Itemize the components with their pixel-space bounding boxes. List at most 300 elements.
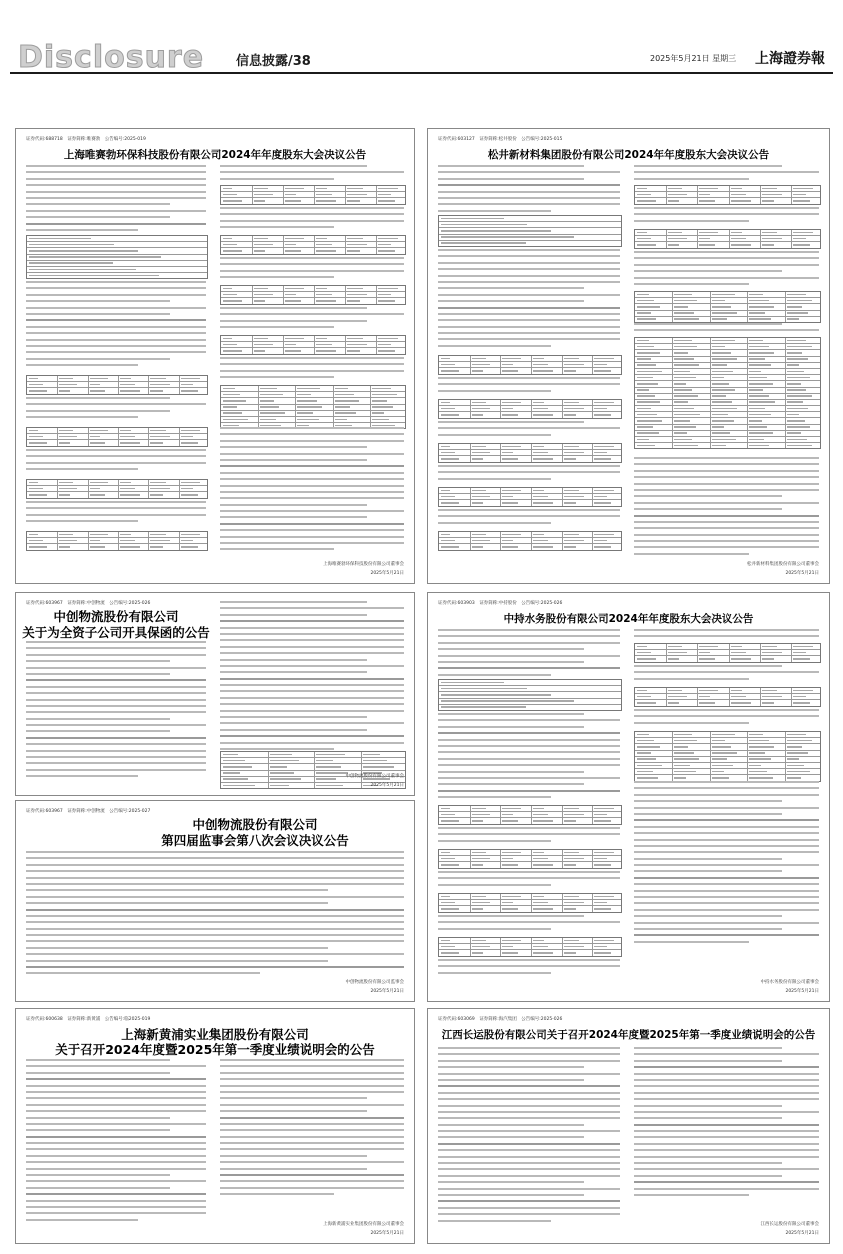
table-divider bbox=[500, 500, 501, 505]
table-cell bbox=[762, 188, 778, 190]
table-divider bbox=[592, 900, 593, 905]
text-line bbox=[634, 476, 819, 478]
table-cell bbox=[637, 306, 660, 308]
table-cell bbox=[120, 540, 135, 542]
table-divider bbox=[376, 186, 377, 191]
text-line bbox=[438, 1060, 620, 1062]
table-cell bbox=[472, 808, 486, 810]
table-cell bbox=[712, 758, 728, 760]
table-divider bbox=[672, 744, 673, 749]
text-line bbox=[220, 536, 404, 538]
text-line bbox=[26, 223, 206, 225]
table-divider bbox=[747, 394, 748, 399]
table-divider bbox=[179, 538, 180, 543]
table-cell bbox=[441, 218, 504, 220]
table-cell bbox=[762, 652, 782, 654]
notice-signature: 江西长运股份有限公司董事会 bbox=[760, 1222, 819, 1227]
masthead-bar bbox=[10, 42, 833, 74]
table-cell bbox=[699, 658, 715, 660]
table-cell bbox=[787, 740, 812, 742]
table-divider bbox=[500, 406, 501, 411]
text-line bbox=[438, 642, 620, 644]
text-line bbox=[26, 928, 404, 930]
text-line bbox=[26, 921, 404, 923]
table-cell bbox=[712, 426, 724, 428]
table-divider bbox=[592, 450, 593, 455]
table-cell bbox=[316, 772, 348, 774]
table-divider bbox=[531, 900, 532, 905]
table-cell bbox=[260, 394, 283, 396]
table-divider bbox=[791, 700, 792, 705]
notice-body bbox=[26, 851, 404, 991]
table-cell bbox=[441, 946, 455, 948]
table-divider bbox=[314, 248, 315, 253]
table-cell bbox=[29, 244, 114, 246]
data-table bbox=[634, 337, 821, 449]
text-line bbox=[26, 332, 206, 334]
table-cell bbox=[699, 696, 710, 698]
table-cell bbox=[441, 490, 450, 492]
table-divider bbox=[57, 428, 58, 433]
text-line bbox=[26, 896, 404, 898]
table-cell bbox=[223, 250, 242, 252]
table-cell bbox=[674, 300, 697, 302]
table-cell bbox=[749, 401, 774, 403]
table-divider bbox=[672, 350, 673, 355]
text-line bbox=[438, 1156, 620, 1158]
table-cell bbox=[223, 344, 237, 346]
table-divider bbox=[470, 368, 471, 373]
table-divider bbox=[268, 777, 269, 782]
table-divider bbox=[760, 230, 761, 235]
table-divider bbox=[747, 769, 748, 774]
text-line bbox=[438, 1079, 584, 1081]
table-cell bbox=[472, 452, 490, 454]
table-divider bbox=[592, 500, 593, 505]
table-cell bbox=[533, 908, 553, 910]
table-divider bbox=[666, 236, 667, 241]
table-cell bbox=[316, 350, 336, 352]
notice-panel-songjing bbox=[427, 128, 830, 584]
table-cell bbox=[594, 458, 611, 460]
table-divider bbox=[345, 242, 346, 247]
table-cell bbox=[699, 200, 715, 202]
body-text-lines bbox=[26, 501, 206, 527]
table-divider bbox=[710, 400, 711, 405]
table-cell bbox=[316, 766, 341, 768]
table-divider bbox=[672, 338, 673, 343]
table-divider bbox=[672, 298, 673, 303]
table-cell bbox=[787, 401, 803, 403]
table-cell bbox=[674, 352, 688, 354]
text-line bbox=[438, 972, 551, 974]
text-line bbox=[26, 397, 170, 399]
table-cell bbox=[223, 244, 237, 246]
text-line bbox=[438, 884, 551, 886]
table-divider bbox=[785, 400, 786, 405]
table-divider bbox=[148, 544, 149, 549]
text-line bbox=[438, 197, 620, 199]
data-table bbox=[26, 375, 208, 395]
table-cell bbox=[441, 546, 459, 548]
text-line bbox=[220, 1148, 404, 1150]
table-cell bbox=[787, 746, 803, 748]
table-cell bbox=[699, 188, 718, 190]
table-cell bbox=[762, 696, 782, 698]
body-text-lines bbox=[634, 165, 819, 184]
table-cell bbox=[502, 540, 513, 542]
table-divider bbox=[268, 758, 269, 763]
table-cell bbox=[674, 383, 686, 385]
table-cell bbox=[533, 534, 544, 536]
text-line bbox=[220, 620, 404, 622]
table-divider bbox=[470, 412, 471, 417]
table-divider bbox=[500, 818, 501, 823]
table-divider bbox=[592, 544, 593, 549]
table-divider bbox=[148, 480, 149, 485]
text-line bbox=[634, 283, 749, 285]
table-cell bbox=[270, 772, 295, 774]
table-divider bbox=[470, 494, 471, 499]
table-cell bbox=[502, 896, 520, 898]
text-line bbox=[26, 462, 206, 464]
table-cell bbox=[316, 288, 327, 290]
table-row bbox=[439, 456, 621, 461]
table-cell bbox=[502, 408, 513, 410]
table-cell bbox=[372, 400, 388, 402]
table-divider bbox=[562, 894, 563, 899]
table-cell bbox=[533, 896, 544, 898]
table-cell bbox=[502, 546, 517, 548]
text-line bbox=[438, 840, 551, 842]
table-cell bbox=[674, 420, 690, 422]
table-divider bbox=[562, 444, 563, 449]
table-divider bbox=[672, 394, 673, 399]
table-divider bbox=[747, 406, 748, 411]
table-divider bbox=[258, 405, 259, 410]
table-divider bbox=[268, 771, 269, 776]
table-divider bbox=[470, 538, 471, 543]
table-cell bbox=[787, 752, 808, 754]
table-divider bbox=[361, 764, 362, 769]
text-line bbox=[220, 363, 404, 365]
table-cell bbox=[712, 765, 733, 767]
table-divider bbox=[470, 818, 471, 823]
table-divider bbox=[531, 368, 532, 373]
notice-body-column-left bbox=[438, 629, 620, 989]
table-divider bbox=[179, 486, 180, 491]
table-cell bbox=[749, 746, 774, 748]
table-cell bbox=[749, 377, 767, 379]
table-cell bbox=[120, 534, 131, 536]
text-line bbox=[220, 1117, 404, 1119]
text-line bbox=[26, 711, 206, 713]
table-cell bbox=[441, 858, 455, 860]
table-divider bbox=[314, 777, 315, 782]
text-line bbox=[26, 883, 404, 885]
text-line bbox=[26, 1117, 170, 1119]
table-cell bbox=[637, 346, 654, 348]
table-cell bbox=[787, 312, 808, 314]
table-cell bbox=[472, 370, 483, 372]
table-cell bbox=[181, 378, 201, 380]
table-cell bbox=[347, 294, 367, 296]
table-divider bbox=[283, 242, 284, 247]
table-cell bbox=[731, 200, 751, 202]
table-cell bbox=[787, 389, 807, 391]
table-divider bbox=[562, 812, 563, 817]
table-divider bbox=[760, 186, 761, 191]
text-line bbox=[26, 660, 170, 662]
table-cell bbox=[29, 390, 47, 392]
table-divider bbox=[88, 532, 89, 537]
table-cell bbox=[793, 238, 806, 240]
table-divider bbox=[252, 292, 253, 297]
table-divider bbox=[785, 412, 786, 417]
notice-code-line: 证券代码:603903 证券简称:中持股份 公告编号:2025-026 bbox=[438, 601, 563, 606]
table-cell bbox=[674, 740, 697, 742]
table-cell bbox=[150, 442, 162, 444]
table-divider bbox=[592, 494, 593, 499]
table-cell bbox=[793, 244, 810, 246]
table-divider bbox=[531, 532, 532, 537]
table-cell bbox=[260, 406, 279, 408]
table-cell bbox=[637, 740, 654, 742]
table-row bbox=[439, 862, 621, 867]
notice-signature: 上海唯赛勃环保科技股份有限公司董事会 bbox=[323, 562, 404, 567]
table-cell bbox=[637, 364, 656, 366]
text-line bbox=[220, 504, 367, 506]
table-cell bbox=[594, 402, 614, 404]
table-divider bbox=[747, 363, 748, 368]
table-divider bbox=[470, 900, 471, 905]
text-line bbox=[634, 794, 819, 796]
table-cell bbox=[594, 940, 614, 942]
text-line bbox=[220, 1065, 404, 1067]
table-cell bbox=[297, 419, 318, 421]
table-divider bbox=[252, 242, 253, 247]
text-line bbox=[634, 635, 819, 637]
text-line bbox=[26, 934, 404, 936]
table-cell bbox=[502, 452, 513, 454]
table-cell bbox=[564, 364, 584, 366]
text-line bbox=[438, 1181, 584, 1183]
table-cell bbox=[29, 482, 38, 484]
table-divider bbox=[470, 456, 471, 461]
notice-panel-zhongchi bbox=[427, 592, 830, 1002]
table-divider bbox=[791, 650, 792, 655]
table-divider bbox=[710, 732, 711, 737]
table-divider bbox=[57, 480, 58, 485]
text-line bbox=[220, 263, 404, 265]
table-divider bbox=[672, 381, 673, 386]
table-divider bbox=[470, 894, 471, 899]
table-divider bbox=[118, 486, 119, 491]
table-row bbox=[635, 775, 820, 780]
table-cell bbox=[502, 908, 517, 910]
notice-date: 2025年5月21日 bbox=[370, 989, 404, 994]
table-divider bbox=[710, 394, 711, 399]
table-divider bbox=[57, 388, 58, 393]
data-table bbox=[634, 731, 821, 782]
text-line bbox=[438, 629, 620, 631]
data-table bbox=[634, 687, 821, 707]
table-cell bbox=[29, 442, 47, 444]
table-divider bbox=[531, 944, 532, 949]
text-line bbox=[220, 1129, 404, 1131]
text-line bbox=[220, 548, 334, 550]
table-divider bbox=[500, 938, 501, 943]
table-cell bbox=[564, 534, 579, 536]
text-line bbox=[26, 966, 404, 968]
table-divider bbox=[500, 400, 501, 405]
table-cell bbox=[637, 352, 660, 354]
table-divider bbox=[148, 376, 149, 381]
text-line bbox=[220, 1136, 404, 1138]
table-divider bbox=[710, 757, 711, 762]
text-line bbox=[26, 857, 404, 859]
table-divider bbox=[785, 757, 786, 762]
table-divider bbox=[531, 450, 532, 455]
table-cell bbox=[441, 682, 504, 684]
notice-date: 2025年5月21日 bbox=[785, 571, 819, 576]
table-cell bbox=[712, 401, 732, 403]
text-line bbox=[438, 739, 620, 741]
table-cell bbox=[564, 452, 584, 454]
table-cell bbox=[29, 494, 47, 496]
table-divider bbox=[710, 769, 711, 774]
table-divider bbox=[710, 763, 711, 768]
table-row bbox=[439, 906, 621, 911]
table-divider bbox=[252, 298, 253, 303]
table-divider bbox=[592, 456, 593, 461]
table-divider bbox=[268, 783, 269, 788]
notice-body-column-right bbox=[634, 165, 819, 565]
table-cell bbox=[564, 408, 584, 410]
body-text-lines bbox=[634, 207, 819, 226]
text-line bbox=[26, 1193, 206, 1195]
table-cell bbox=[120, 494, 140, 496]
notice-title: 上海新黄浦实业集团股份有限公司 bbox=[121, 1027, 309, 1042]
table-cell bbox=[533, 852, 544, 854]
table-cell bbox=[762, 690, 778, 692]
table-cell bbox=[297, 400, 316, 402]
text-line bbox=[26, 1174, 170, 1176]
text-line bbox=[26, 178, 206, 180]
table-cell bbox=[594, 496, 607, 498]
table-divider bbox=[760, 688, 761, 693]
table-cell bbox=[502, 940, 520, 942]
text-line bbox=[634, 1105, 782, 1107]
text-line bbox=[634, 540, 819, 542]
table-divider bbox=[118, 492, 119, 497]
table-cell bbox=[316, 188, 327, 190]
body-text-lines bbox=[26, 641, 206, 782]
text-line bbox=[438, 294, 620, 296]
body-text-lines bbox=[220, 257, 404, 283]
text-line bbox=[220, 646, 404, 648]
text-line bbox=[220, 529, 404, 531]
table-divider bbox=[710, 357, 711, 362]
table-divider bbox=[314, 298, 315, 303]
table-cell bbox=[787, 734, 806, 736]
table-cell bbox=[502, 370, 517, 372]
text-line bbox=[26, 507, 206, 509]
table-cell bbox=[120, 436, 135, 438]
table-divider bbox=[562, 944, 563, 949]
table-divider bbox=[531, 362, 532, 367]
notice-panel-zhongchuang-guarantee bbox=[15, 592, 415, 796]
table-cell bbox=[674, 408, 694, 410]
table-divider bbox=[258, 417, 259, 422]
notice-panel-xinhuangpu bbox=[15, 1008, 415, 1244]
table-cell bbox=[29, 250, 138, 252]
table-cell bbox=[787, 306, 803, 308]
table-cell bbox=[90, 540, 101, 542]
table-cell bbox=[793, 696, 806, 698]
table-cell bbox=[564, 902, 584, 904]
table-divider bbox=[592, 950, 593, 955]
table-cell bbox=[793, 232, 813, 234]
table-cell bbox=[90, 482, 108, 484]
table-cell bbox=[297, 412, 313, 414]
table-cell bbox=[254, 300, 265, 302]
table-cell bbox=[441, 706, 526, 708]
table-cell bbox=[181, 442, 198, 444]
text-line bbox=[634, 928, 782, 930]
table-divider bbox=[500, 494, 501, 499]
text-line bbox=[26, 870, 404, 872]
table-cell bbox=[762, 238, 782, 240]
text-line bbox=[634, 896, 819, 898]
table-cell bbox=[674, 306, 688, 308]
text-line bbox=[26, 915, 404, 917]
table-cell bbox=[787, 352, 803, 354]
text-line bbox=[438, 796, 551, 798]
text-line bbox=[220, 678, 404, 680]
text-line bbox=[634, 1162, 782, 1164]
table-cell bbox=[378, 194, 391, 196]
table-divider bbox=[697, 694, 698, 699]
table-cell bbox=[637, 300, 654, 302]
table-divider bbox=[500, 812, 501, 817]
table-divider bbox=[672, 732, 673, 737]
table-divider bbox=[785, 763, 786, 768]
text-line bbox=[220, 729, 367, 731]
table-divider bbox=[785, 344, 786, 349]
table-cell bbox=[674, 395, 697, 397]
notice-signature: 中创物流股份有限公司监事会 bbox=[345, 980, 404, 985]
table-divider bbox=[370, 411, 371, 416]
table-cell bbox=[674, 746, 688, 748]
table-cell bbox=[637, 432, 659, 434]
text-line bbox=[220, 376, 334, 378]
table-divider bbox=[592, 368, 593, 373]
text-line bbox=[634, 1060, 782, 1062]
table-row bbox=[439, 368, 621, 373]
table-cell bbox=[637, 312, 651, 314]
table-cell bbox=[787, 383, 801, 385]
table-cell bbox=[712, 734, 735, 736]
table-cell bbox=[533, 414, 553, 416]
table-divider bbox=[295, 417, 296, 422]
text-line bbox=[26, 339, 206, 341]
text-line bbox=[438, 833, 620, 835]
table-divider bbox=[562, 450, 563, 455]
table-cell bbox=[594, 414, 611, 416]
table-cell bbox=[787, 765, 805, 767]
table-divider bbox=[148, 538, 149, 543]
